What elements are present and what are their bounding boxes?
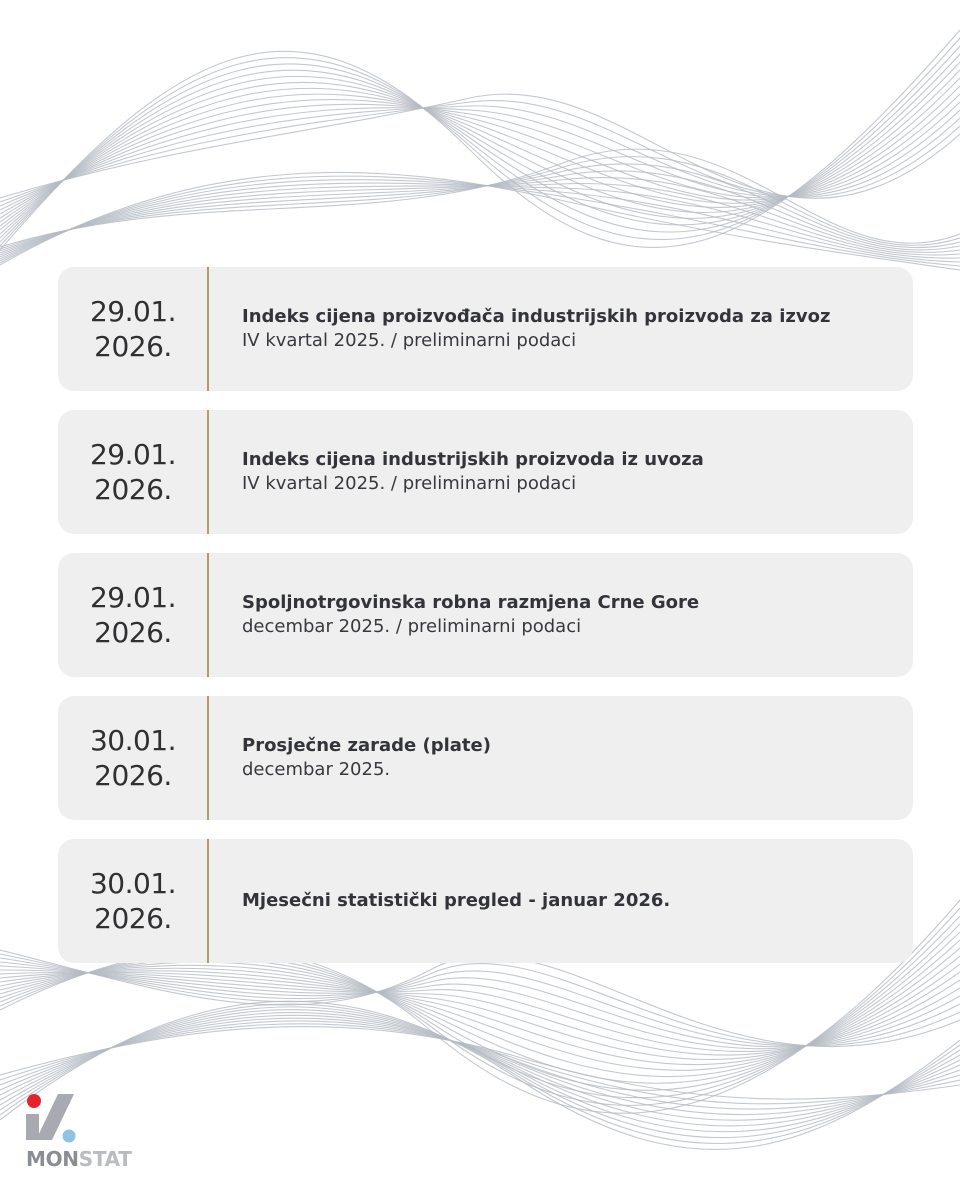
monstat-percent-icon: [22, 1088, 92, 1150]
release-subtitle: IV kvartal 2025. / preliminarni podaci: [242, 330, 577, 351]
release-date-year: 2026.: [94, 473, 172, 506]
schedule-card: [58, 696, 913, 820]
release-date: [58, 267, 208, 391]
release-subtitle: IV kvartal 2025. / preliminarni podaci: [242, 473, 577, 494]
release-info: [242, 553, 902, 677]
release-info: [242, 839, 902, 963]
schedule-card: [58, 553, 913, 677]
release-date-year: 2026.: [94, 330, 172, 363]
release-title: Prosječne zarade (plate): [242, 735, 491, 756]
release-info: [242, 410, 902, 534]
wordmark-mon: MON: [26, 1147, 79, 1171]
release-date-day: 29.01.: [89, 295, 177, 328]
release-subtitle: decembar 2025. / preliminarni podaci: [242, 616, 582, 637]
card-divider: [207, 839, 209, 963]
schedule-card: [58, 267, 913, 391]
release-date-day: 29.01.: [89, 581, 177, 614]
release-date-year: 2026.: [94, 616, 172, 649]
release-info: [242, 696, 902, 820]
release-date-day: 29.01.: [89, 438, 177, 471]
schedule-card: [58, 839, 913, 963]
release-title: Mjesečni statistički pregled - januar 2026.: [242, 890, 671, 911]
card-divider: [207, 410, 209, 534]
release-title: Spoljnotrgovinska robna razmjena Crne Gore: [242, 592, 700, 613]
release-title: Indeks cijena proizvođača industrijskih proizvoda za izvoz: [242, 306, 831, 327]
card-divider: [207, 267, 209, 391]
release-info: [242, 267, 902, 391]
wordmark-stat: STAT: [78, 1147, 132, 1171]
monstat-logo: [22, 1088, 132, 1178]
monstat-wordmark: [26, 1148, 132, 1170]
release-date-day: 30.01.: [89, 867, 177, 900]
release-date: [58, 696, 208, 820]
release-title: Indeks cijena industrijskih proizvoda iz uvoza: [242, 449, 704, 470]
release-date-year: 2026.: [94, 902, 172, 935]
release-date: [58, 553, 208, 677]
release-date-year: 2026.: [94, 759, 172, 792]
release-date: [58, 839, 208, 963]
schedule-card: [58, 410, 913, 534]
release-date-day: 30.01.: [89, 724, 177, 757]
card-divider: [207, 553, 209, 677]
card-divider: [207, 696, 209, 820]
release-date: [58, 410, 208, 534]
release-subtitle: decembar 2025.: [242, 759, 391, 780]
